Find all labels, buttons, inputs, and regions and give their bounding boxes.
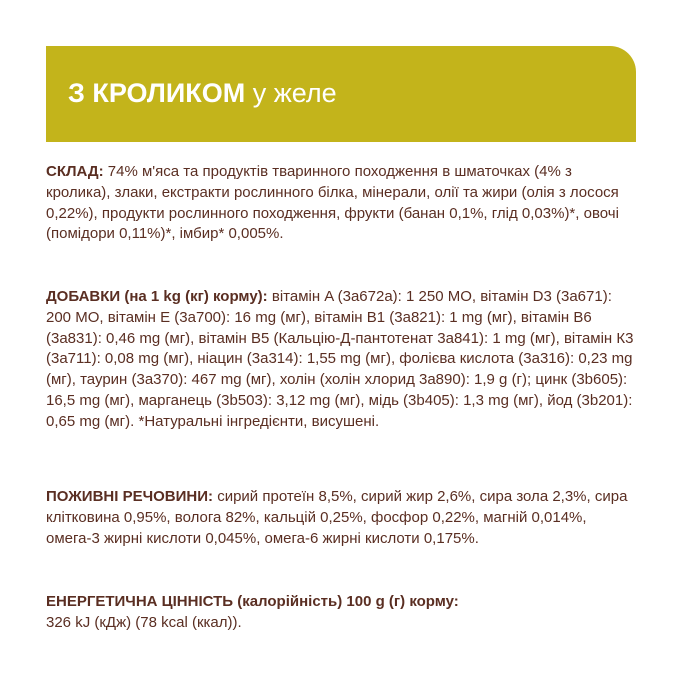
- product-title: [68, 76, 337, 110]
- product-title-light: у желе: [252, 78, 337, 108]
- nutrients-section: [46, 487, 636, 549]
- product-title-bold: З КРОЛИКОМ: [68, 78, 246, 108]
- composition-text: 74% м'яса та продуктів тваринного походження в шматочках (4% з кролика), злаки, екстракти рослинного білка, мінерали, олії та жири (олія з лосося 0,22%), продукти рослинного походження, фрукти (банан 0,1%, глід 0,03%)*, овочі (помідори 0,11%)*, імбир* 0,005%.: [46, 163, 619, 243]
- additives-label: ДОБАВКИ (на 1 kg (кг) корму):: [46, 288, 268, 305]
- header-band: [46, 46, 636, 142]
- energy-section: [46, 592, 636, 634]
- composition-section: [46, 162, 636, 245]
- energy-text: 326 kJ (кДж) (78 kcal (ккал)).: [46, 613, 242, 631]
- additives-section: [46, 287, 636, 433]
- nutrients-text: сирий протеїн 8,5%, сирий жир 2,6%, сира зола 2,3%, сира клітковина 0,95%, волога 82%, кальцій 0,25%, фосфор 0,22%, магній 0,014%, омега-3 жирні кислоти 0,045%, омега-6 жирні кислоти 0,175%.: [46, 488, 628, 547]
- nutrients-label: ПОЖИВНІ РЕЧОВИНИ:: [46, 488, 214, 505]
- composition-label: СКЛАД:: [46, 163, 104, 180]
- energy-label: ЕНЕРГЕТИЧНА ЦІННІСТЬ (калорійність) 100 g (г) корму:: [46, 593, 459, 610]
- additives-text: вітамін A (3a672a): 1 250 МО, вітамін D3 (3a671): 200 МО, вітамін Е (3a700): 16 mg (мг), вітамін В1 (3a821): 1 mg (мг), вітамін В6 (3a831): 0,46 mg (мг), вітамін В5 (Кальцію-Д-пантотенат 3a841): 1 mg (мг), вітамін К3 (3a711): 0,08 mg (мг), ніацин (3a314): 1,55 mg (мг), фолієва кислота (3a316): 0,23 mg (мг), таурин (3a370): 467 mg (мг), холін (холін хлорид 3a890): 1,9 g (г); цинк (3b605): 16,5 mg (мг), марганець (3b503): 3,12 mg (мг), мідь (3b405): 1,3 mg (мг), йод (3b201): 0,65 mg (мг). *Натуральні інгредієнти, висушені.: [46, 288, 634, 430]
